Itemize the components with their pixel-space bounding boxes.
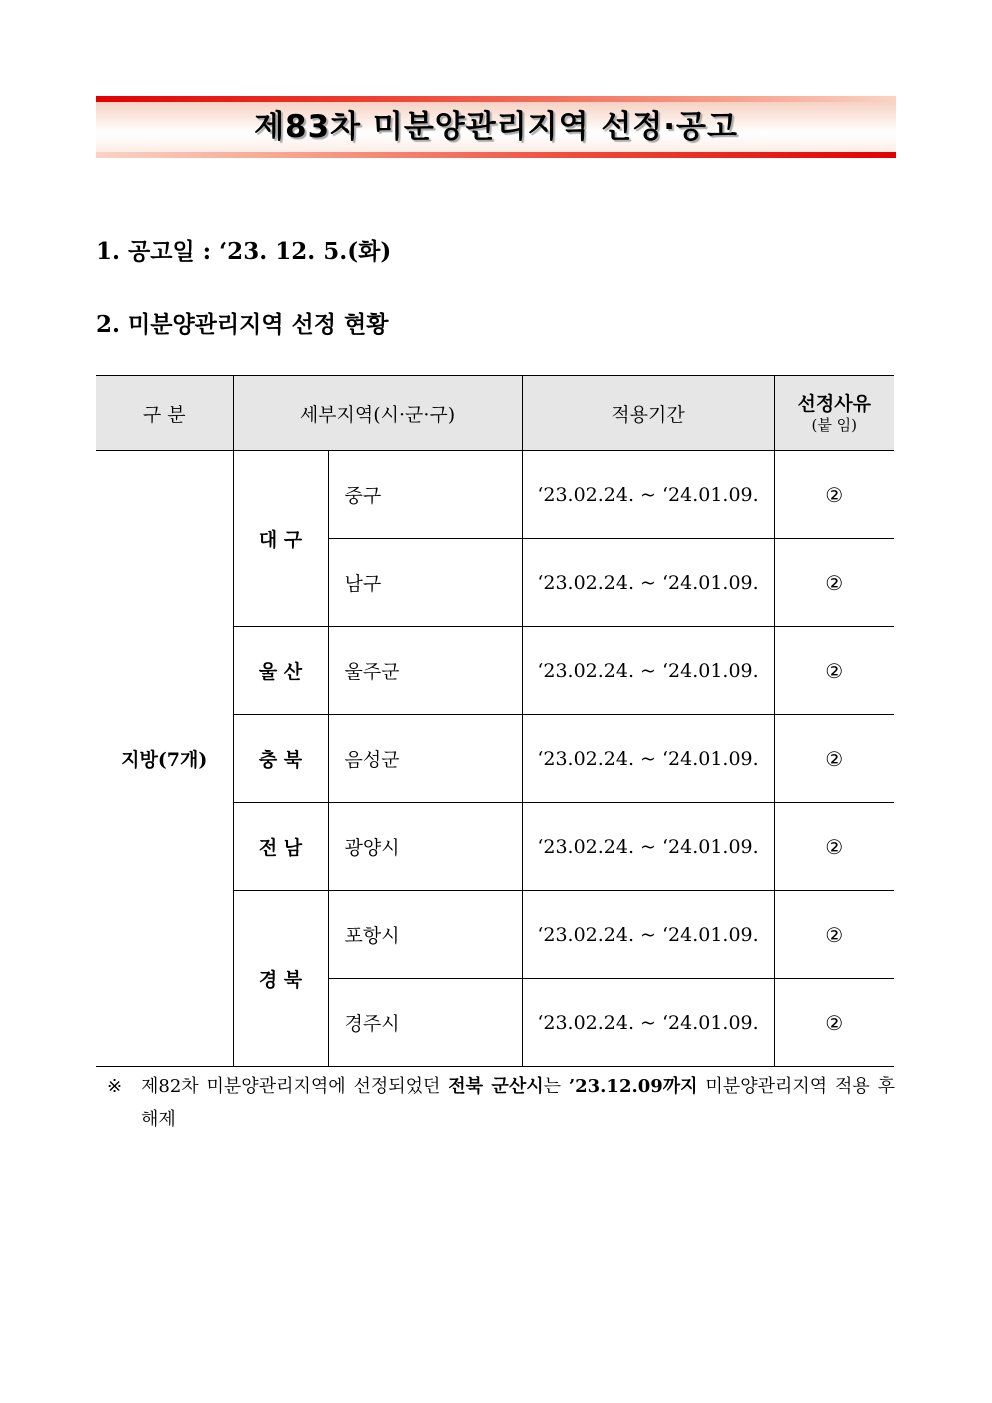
period-cell: ‘23.02.24. ~ ‘24.01.09. <box>522 451 774 539</box>
reason-cell: ② <box>774 451 894 539</box>
designation-table <box>96 375 894 1067</box>
period-cell: ‘23.02.24. ~ ‘24.01.09. <box>522 803 774 891</box>
district-cell: 경주시 <box>328 979 522 1067</box>
district-cell: 남구 <box>328 539 522 627</box>
period-cell: ‘23.02.24. ~ ‘24.01.09. <box>522 539 774 627</box>
reason-cell: ② <box>774 539 894 627</box>
province-cell: 대 구 <box>233 451 328 627</box>
banner-top-bar <box>96 96 896 102</box>
reason-cell: ② <box>774 803 894 891</box>
district-cell: 중구 <box>328 451 522 539</box>
category-cell: 지방(7개) <box>96 451 233 1067</box>
announcement-date: 1. 공고일 : ‘23. 12. 5.(화) <box>96 238 392 265</box>
footnote-text: 제82차 미분양관리지역에 선정되었던 전북 군산시는 ’23.12.09까지 미분양관리지역 적용 후 해제 <box>141 1076 895 1130</box>
header-region: 세부지역(시·군·구) <box>233 376 522 451</box>
period-cell: ‘23.02.24. ~ ‘24.01.09. <box>522 627 774 715</box>
province-cell: 충 북 <box>233 715 328 803</box>
section-heading-status: 2. 미분양관리지역 선정 현황 <box>96 311 389 338</box>
footnote <box>107 1070 895 1136</box>
table-header-row <box>96 376 894 451</box>
province-cell: 울 산 <box>233 627 328 715</box>
reason-cell: ② <box>774 715 894 803</box>
reason-cell: ② <box>774 891 894 979</box>
page-title: 제83차 미분양관리지역 선정·공고 <box>254 109 738 145</box>
banner-bottom-bar <box>96 152 896 158</box>
period-cell: ‘23.02.24. ~ ‘24.01.09. <box>522 979 774 1067</box>
title-banner <box>96 96 896 158</box>
table-row <box>96 451 894 539</box>
district-cell: 포항시 <box>328 891 522 979</box>
reason-cell: ② <box>774 979 894 1067</box>
period-cell: ‘23.02.24. ~ ‘24.01.09. <box>522 715 774 803</box>
period-cell: ‘23.02.24. ~ ‘24.01.09. <box>522 891 774 979</box>
province-cell: 경 북 <box>233 891 328 1067</box>
district-cell: 광양시 <box>328 803 522 891</box>
header-category: 구 분 <box>96 376 233 451</box>
footnote-mark: ※ <box>107 1076 123 1097</box>
reason-cell: ② <box>774 627 894 715</box>
header-period: 적용기간 <box>522 376 774 451</box>
district-cell: 음성군 <box>328 715 522 803</box>
header-reason: 선정사유 (붙 임) <box>774 376 894 451</box>
district-cell: 울주군 <box>328 627 522 715</box>
province-cell: 전 남 <box>233 803 328 891</box>
